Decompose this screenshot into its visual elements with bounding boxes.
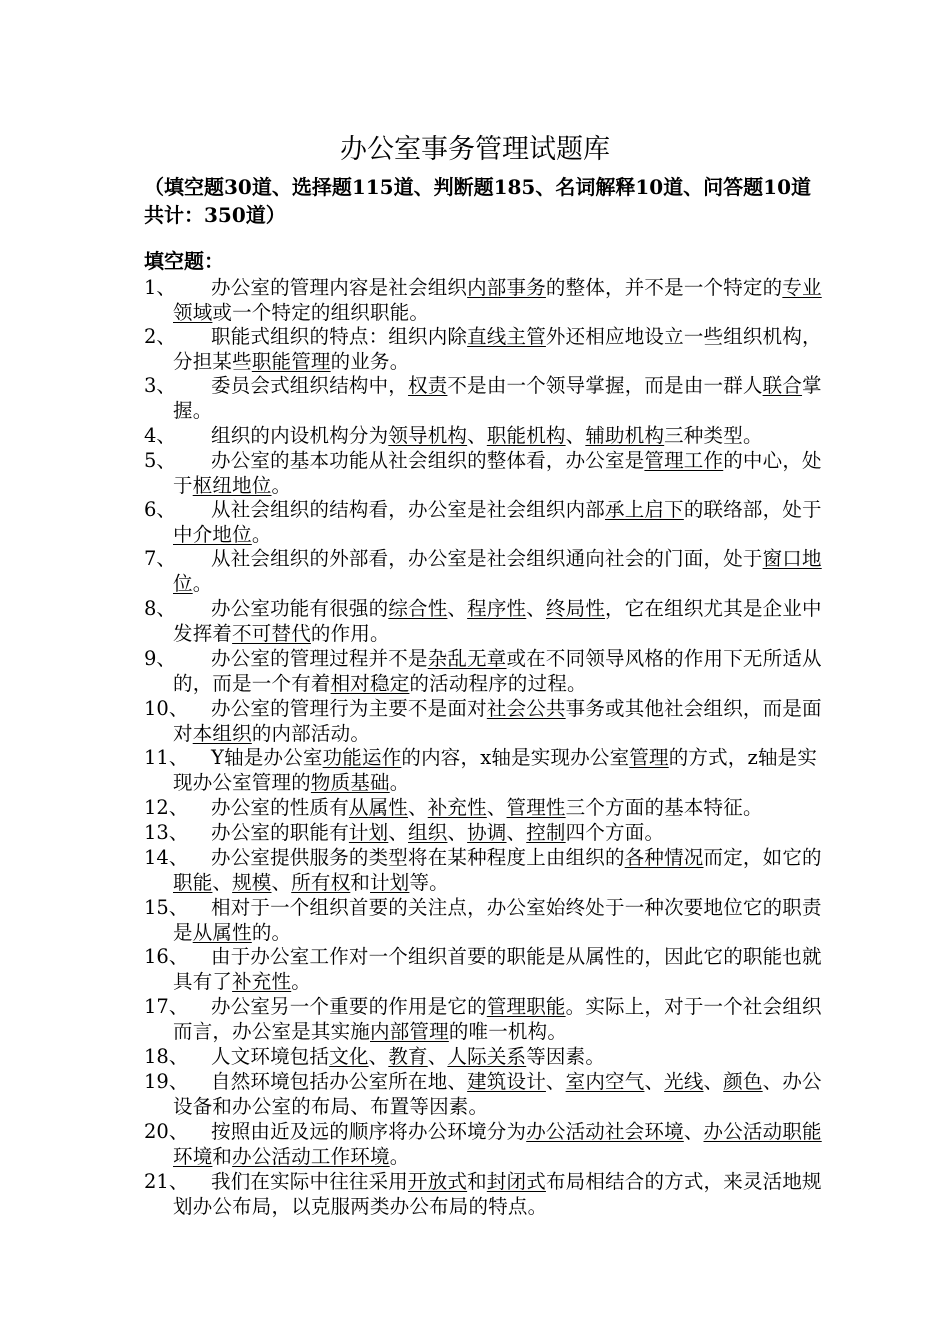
answer-blank: 颜色 [723, 1070, 763, 1093]
answer-blank: 补充性 [232, 969, 292, 993]
question-fragment: 掌握。 [173, 374, 822, 422]
question-number: 15、 [144, 896, 189, 919]
question-number: 18、 [144, 1045, 189, 1068]
question-fragment: 。 [389, 1144, 410, 1168]
question-item [144, 597, 824, 646]
question-number: 2、 [144, 325, 176, 348]
question-item [144, 498, 824, 547]
question-text [144, 945, 824, 994]
answer-blank: 补充性 [427, 796, 487, 819]
answer-blank: 职能管理 [251, 349, 331, 373]
question-fragment: 办公室的职能有 [211, 821, 349, 844]
question-fragment: 或在不同领导风格的作用下无所适从的，而是一个有着 [173, 647, 822, 695]
question-fragment: 的整体，并不是一个特定的 [545, 276, 783, 299]
answer-blank: 管理工作 [644, 449, 724, 472]
question-fragment: 办公室另一个重要的作用是它的 [211, 995, 487, 1018]
question-fragment: 的活动程序的过程。 [409, 671, 587, 695]
question-item [144, 374, 824, 423]
question-number: 21、 [144, 1170, 189, 1193]
question-fragment: 的内部活动。 [251, 721, 371, 745]
answer-blank: 计划 [370, 870, 410, 894]
answer-blank: 开放式 [408, 1170, 468, 1193]
answer-blank: 文化 [329, 1045, 369, 1068]
question-fragment: 的唯一机构。 [448, 1019, 568, 1043]
question-text [144, 846, 824, 895]
answer-blank: 枢纽地位 [192, 473, 272, 497]
question-fragment: Y轴是办公室 [211, 746, 323, 769]
question-fragment: 、 [565, 424, 586, 447]
answer-blank: 人际关系 [447, 1045, 527, 1068]
answer-blank: 管理职能 [486, 995, 566, 1018]
answer-blank: 辅助机构 [585, 424, 665, 447]
question-fragment: 办公室的基本功能从社会组织的整体看，办公室是 [211, 449, 645, 472]
answer-blank: 封闭式 [486, 1170, 546, 1193]
question-text [144, 597, 824, 646]
question-item [144, 746, 824, 795]
question-text [144, 796, 824, 821]
question-fragment: 由于办公室工作对一个组织首要的职能是从属性的，因此它的职能也就具有了 [173, 945, 822, 993]
question-fragment: 和 [212, 1144, 233, 1168]
question-fragment: 、办公设备和办公室的布局、布置等因素。 [173, 1070, 822, 1118]
answer-blank: 协调 [467, 821, 507, 844]
question-fragment: 。 [192, 571, 213, 595]
question-fragment: 和 [467, 1170, 487, 1193]
question-number: 4、 [144, 424, 176, 447]
question-text [144, 995, 824, 1044]
question-text [144, 449, 824, 498]
section-heading: 填空题： [144, 249, 224, 273]
question-fragment: 等。 [409, 870, 449, 894]
answer-blank: 中介地位 [173, 522, 252, 546]
answer-blank: 教育 [388, 1045, 428, 1068]
question-fragment: 、 [212, 870, 233, 894]
question-fragment: 从社会组织的结构看，办公室是社会组织内部 [211, 498, 606, 521]
answer-blank: 从属性 [192, 920, 252, 944]
question-fragment: 、 [447, 821, 468, 844]
question-fragment: 的方式，z轴是实现办公室管理的 [173, 746, 818, 794]
question-item [144, 697, 824, 746]
question-fragment: 等因素。 [526, 1045, 606, 1068]
question-number: 6、 [144, 498, 176, 521]
question-item [144, 1070, 824, 1119]
question-number: 16、 [144, 945, 189, 968]
question-fragment: 不是由一个领导掌握，而是由一群人 [447, 374, 763, 397]
question-fragment: 、 [467, 424, 487, 447]
answer-blank: 规模 [232, 870, 272, 894]
question-fragment: 从社会组织的外部看，办公室是社会组织通向社会的门面，处于 [211, 547, 763, 570]
question-text [144, 647, 824, 696]
question-fragment: 人文环境包括 [211, 1045, 330, 1068]
question-text [144, 821, 824, 846]
question-number: 10、 [144, 697, 189, 720]
answer-blank: 权责 [408, 374, 448, 397]
question-number: 1、 [144, 276, 176, 299]
answer-blank: 管理 [629, 746, 669, 769]
answer-blank: 社会公共 [486, 697, 566, 720]
question-fragment: 办公室的管理内容是社会组织 [211, 276, 468, 299]
question-number: 12、 [144, 796, 189, 819]
question-fragment: 职能式组织的特点：组织内除 [211, 325, 468, 348]
question-text [144, 1170, 824, 1219]
question-fragment: 自然环境包括办公室所在地、 [211, 1070, 468, 1093]
answer-blank: 窗口地位 [173, 547, 822, 595]
question-text [144, 746, 824, 795]
question-fragment: 。 [291, 969, 311, 993]
question-fragment: 、 [526, 597, 546, 620]
question-item [144, 995, 824, 1044]
answer-blank: 办公活动职能环境 [173, 1120, 822, 1168]
answer-blank: 职能 [173, 870, 213, 894]
question-fragment: 、 [486, 796, 507, 819]
question-text [144, 697, 824, 746]
question-fragment: 办公室的管理行为主要不是面对 [211, 697, 487, 720]
question-text [144, 1070, 824, 1119]
question-fragment: 办公室提供服务的类型将在某种程度上由组织的 [211, 846, 625, 869]
question-fragment: 、 [644, 1070, 665, 1093]
question-fragment: 和 [350, 870, 371, 894]
question-item [144, 821, 824, 846]
question-fragment: 、 [506, 821, 527, 844]
question-fragment: 四个方面。 [565, 821, 665, 844]
answer-blank: 建筑设计 [467, 1070, 546, 1093]
question-fragment: 的作用。 [310, 621, 390, 645]
question-number: 9、 [144, 647, 176, 670]
question-text [144, 1045, 824, 1070]
answer-blank: 领导机构 [388, 424, 468, 447]
question-fragment: 办公室的管理过程并不是 [211, 647, 428, 670]
question-fragment: 、 [427, 1045, 448, 1068]
answer-blank: 办公活动社会环境 [526, 1120, 684, 1143]
question-item [144, 547, 824, 596]
document-title: 办公室事务管理试题库 [340, 134, 610, 165]
question-number: 14、 [144, 846, 189, 869]
answer-blank: 相对稳定 [330, 671, 410, 695]
question-item [144, 945, 824, 994]
question-text [144, 498, 824, 547]
question-number: 8、 [144, 597, 176, 620]
answer-blank: 直线主管 [467, 325, 546, 348]
question-fragment: 。 [389, 770, 410, 794]
answer-blank: 综合性 [388, 597, 448, 620]
answer-blank: 计划 [348, 821, 389, 844]
answer-blank: 各种情况 [624, 846, 704, 869]
answer-blank: 杂乱无章 [427, 647, 507, 670]
question-fragment: 委员会式组织结构中， [211, 374, 409, 397]
answer-blank: 承上启下 [605, 498, 684, 521]
answer-blank: 控制 [526, 821, 566, 844]
question-item [144, 449, 824, 498]
question-text [144, 1120, 824, 1169]
question-item [144, 1045, 824, 1070]
question-fragment: 布局相结合的方式，来灵活地规划办公布局，以克服两类办公布局的特点。 [173, 1170, 822, 1218]
question-fragment: 的中心，处于 [173, 449, 822, 497]
question-number: 7、 [144, 547, 176, 570]
question-number: 13、 [144, 821, 189, 844]
answer-blank: 功能运作 [322, 746, 402, 769]
question-fragment: ，它在组织尤其是企业中发挥着 [173, 597, 822, 645]
question-fragment: 按照由近及远的顺序将办公环境分为 [211, 1120, 527, 1143]
answer-blank: 光线 [664, 1070, 704, 1093]
question-fragment: 、 [408, 796, 428, 819]
question-fragment: 、 [271, 870, 292, 894]
question-item [144, 896, 824, 945]
answer-blank: 本组织 [192, 721, 252, 745]
question-text [144, 374, 824, 423]
question-fragment: 。 [271, 473, 292, 497]
question-fragment: 或一个特定的组织职能。 [212, 300, 430, 324]
answer-blank: 管理性 [506, 796, 566, 819]
question-fragment: 的业务。 [330, 349, 410, 373]
question-item [144, 1120, 824, 1169]
question-text [144, 325, 824, 374]
question-item [144, 796, 824, 821]
question-fragment: 、 [703, 1070, 724, 1093]
question-fragment: 。 [251, 522, 272, 546]
answer-blank: 所有权 [291, 870, 351, 894]
question-fragment: 而定，如它的 [703, 846, 822, 869]
question-fragment: 办公室的性质有 [211, 796, 349, 819]
question-fragment: 、 [447, 597, 468, 620]
question-fragment: 的联络部，处于 [683, 498, 822, 521]
question-number: 3、 [144, 374, 176, 397]
answer-blank: 终局性 [545, 597, 606, 620]
question-fragment: 事务或其他社会组织，而是面对 [173, 697, 822, 745]
question-text [144, 896, 824, 945]
answer-blank: 职能机构 [486, 424, 566, 447]
question-fragment: 三种类型。 [664, 424, 763, 447]
question-fragment: 。实际上，对于一个社会组织而言，办公室是其实施 [173, 995, 822, 1043]
answer-blank: 物质基础 [310, 770, 390, 794]
question-item [144, 1170, 824, 1219]
question-item [144, 276, 824, 325]
question-text [144, 424, 824, 449]
document-subtitle: （填空题30道、选择题115道、判断题185、名词解释10道、问答题10道 共计：350道） [144, 175, 811, 227]
question-text [144, 547, 824, 596]
answer-blank: 室内空气 [565, 1070, 645, 1093]
question-fragment: 、 [388, 821, 409, 844]
question-fragment: 办公室功能有很强的 [211, 597, 389, 620]
question-fragment: 、 [368, 1045, 389, 1068]
question-number: 20、 [144, 1120, 189, 1143]
question-fragment: 、 [545, 1070, 566, 1093]
answer-blank: 不可替代 [232, 621, 311, 645]
answer-blank: 程序性 [467, 597, 527, 620]
question-fragment: 的。 [251, 920, 292, 944]
answer-blank: 联合 [762, 374, 803, 397]
answer-blank: 内部管理 [370, 1019, 449, 1043]
answer-blank: 办公活动工作环境 [232, 1144, 390, 1168]
question-fragment: 相对于一个组织首要的关注点，办公室始终处于一种次要地位它的职责是 [173, 896, 822, 944]
question-item [144, 325, 824, 374]
question-number: 17、 [144, 995, 189, 1018]
answer-blank: 内部事务 [467, 276, 546, 299]
answer-blank: 从属性 [348, 796, 409, 819]
question-number: 11、 [144, 746, 189, 769]
question-number: 5、 [144, 449, 176, 472]
question-fragment: 三个方面的基本特征。 [565, 796, 763, 819]
question-item [144, 424, 824, 449]
question-number: 19、 [144, 1070, 189, 1093]
question-text [144, 276, 824, 325]
question-fragment: 、 [683, 1120, 704, 1143]
question-fragment: 组织的内设机构分为 [211, 424, 389, 447]
answer-blank: 专业领域 [173, 276, 822, 324]
question-item [144, 846, 824, 895]
question-fragment: 我们在实际中往往采用 [211, 1170, 409, 1193]
question-fragment: 外还相应地设立一些组织机构，分担某些 [173, 325, 822, 373]
answer-blank: 组织 [408, 821, 448, 844]
question-fragment: 的内容，x轴是实现办公室 [401, 746, 630, 769]
question-item [144, 647, 824, 696]
